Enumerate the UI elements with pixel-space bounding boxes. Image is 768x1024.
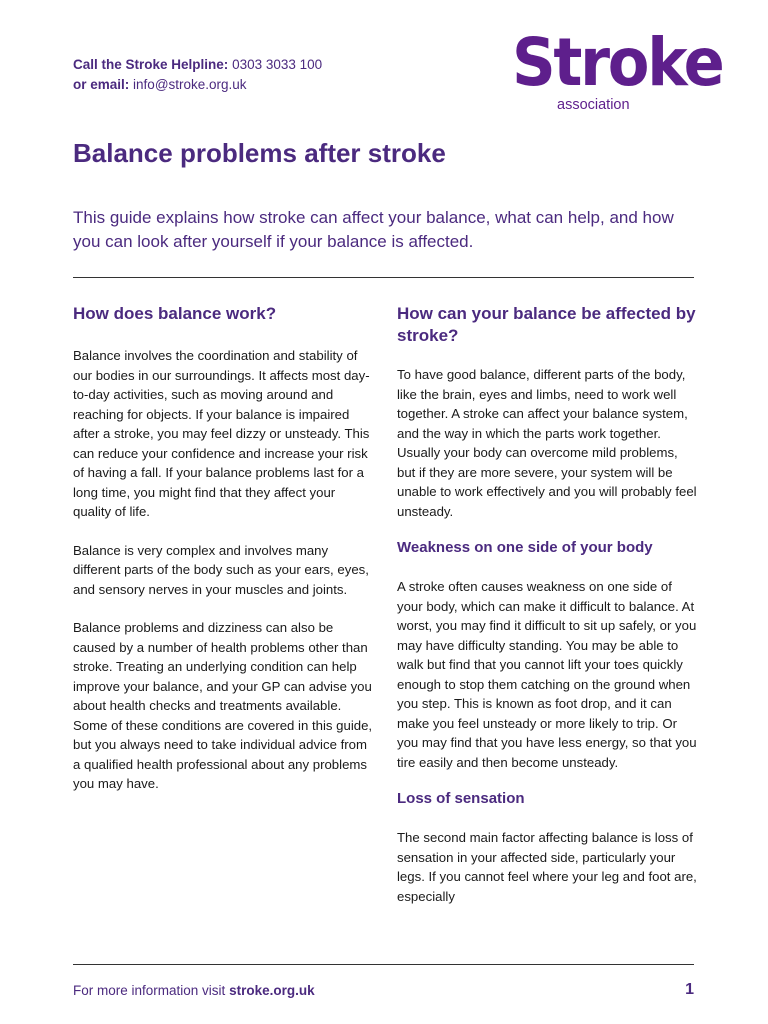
paragraph: Balance is very complex and involves many different parts of the body such as your ears, eyes, and sensory nerves in your muscles and joints. — [73, 542, 369, 597]
right-column — [397, 303, 697, 906]
page-title: Balance problems after stroke — [73, 138, 446, 168]
helpline-label: Call the Stroke Helpline: — [73, 57, 229, 72]
paragraph: A stroke often causes weakness on one side of your body, which can make it difficult to balance. At worst, you may find it difficult to sit up safely, or you may have difficulty standing. You may be able to walk but find that you cannot lift your toes quickly enough to stop them catching on the ground when you step. This is known as foot drop, and it can make you feel unsteady or more likely to trip. Or you may find that you have less energy, so that you tire easily and then become unsteady. — [397, 579, 697, 770]
paragraph: To have good balance, different parts of the body, like the brain, eyes and limbs, need to work well together. A stroke can affect your balance system, and the way in which the parts work together. Usually your body can overcome mild problems, but if they are more severe, your system will be unable to work effectively and you will probably feel unsteady. — [397, 367, 697, 519]
paragraph: Balance involves the coordination and stability of our bodies in our surroundings. It affects most day-to-day activities, such as moving around and reaching for objects. If your balance is impaired after a stroke, you may feel dizzy or unsteady. This can reduce your confidence and increase your risk of having a fall. If your balance problems last for a long time, you might find that they affect your quality of life. — [73, 348, 370, 519]
email-label: or email: — [73, 76, 130, 92]
email-line — [73, 75, 322, 95]
subheading-weakness: Weakness on one side of your body — [397, 539, 653, 556]
footer-text: For more information visit — [73, 983, 226, 998]
contact-info — [73, 55, 322, 94]
section-heading-balance-work: How does balance work? — [73, 304, 277, 323]
bottom-divider — [73, 964, 694, 965]
top-divider — [73, 277, 694, 278]
intro-text: This guide explains how stroke can affect your balance, what can help, and how you can look after yourself if your balance is affected. — [73, 208, 674, 251]
email-link[interactable]: info@stroke.org.uk — [133, 76, 247, 92]
page-number: 1 — [685, 981, 694, 998]
left-column — [73, 303, 373, 794]
logo-subtitle: association — [557, 97, 630, 113]
footer — [73, 983, 315, 998]
helpline-line — [73, 55, 322, 75]
paragraph: The second main factor affecting balance is loss of sensation in your affected side, particularly your legs. If you cannot feel where your leg and foot are, especially — [397, 830, 697, 904]
logo-wordmark: Stroke — [512, 24, 723, 101]
footer-link[interactable]: stroke.org.uk — [229, 983, 315, 998]
paragraph: Balance problems and dizziness can also be caused by a number of health problems other than stroke. Treating an underlying condition can help improve your balance, and your GP can advise you about health checks and treatments available. Some of these conditions are covered in this guide, but you always need to take individual advice from a qualified health professional about any problems you may have. — [73, 620, 373, 791]
subheading-loss-of-sensation: Loss of sensation — [397, 790, 525, 807]
helpline-number[interactable]: 0303 3033 100 — [232, 57, 323, 72]
section-heading-affected-by-stroke: How can your balance be affected by stroke? — [397, 304, 696, 345]
stroke-association-logo — [512, 24, 723, 120]
